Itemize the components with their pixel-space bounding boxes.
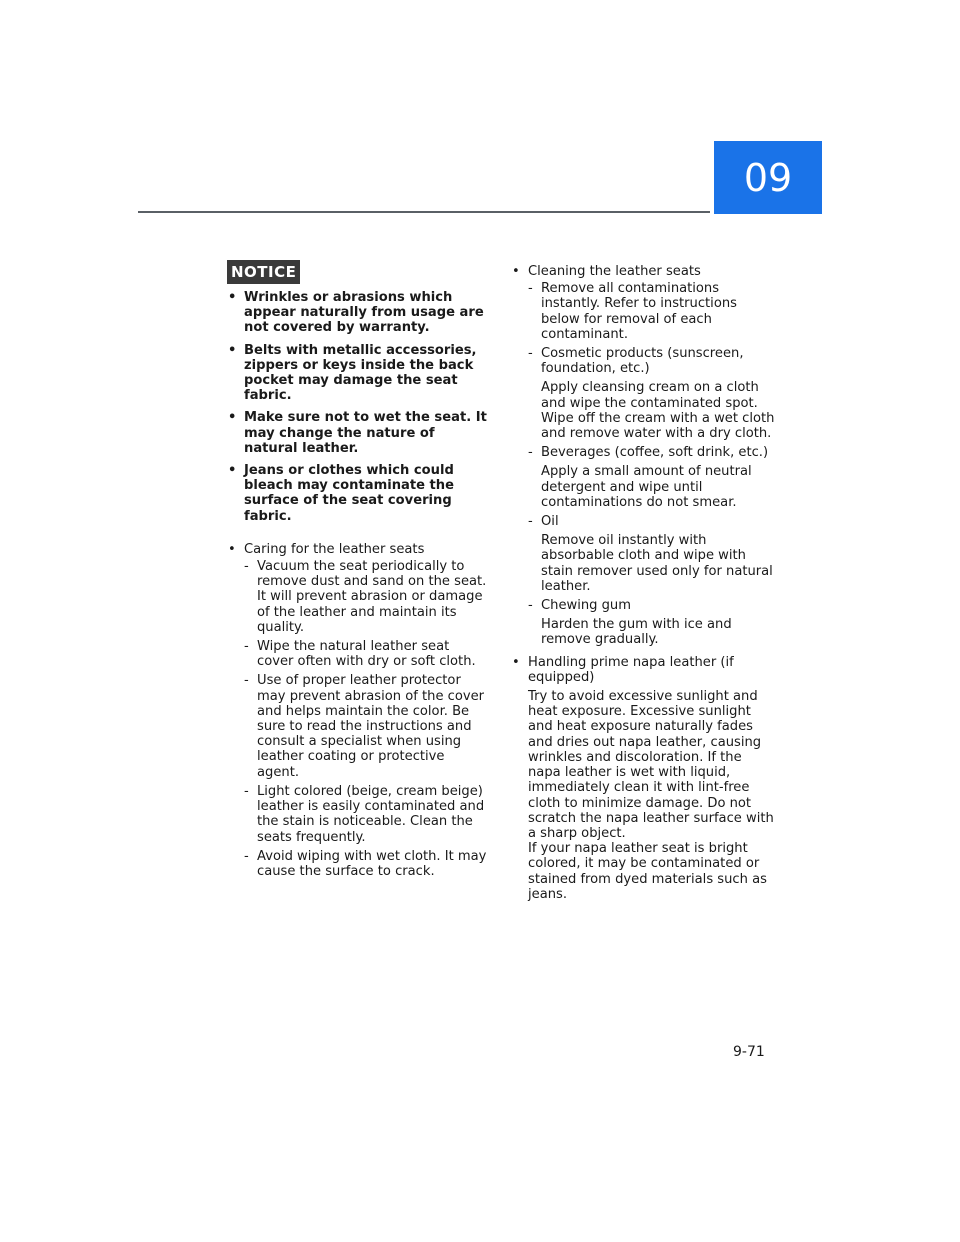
cleaning-bullet <box>511 264 776 648</box>
cleaning-item <box>528 598 776 648</box>
cleaning-item <box>528 514 776 594</box>
caring-bullet <box>227 542 489 879</box>
napa-bullet <box>511 655 776 902</box>
cleaning-item <box>528 346 776 441</box>
caring-item: - Use of proper leather protector may prevent abrasion of the cover and helps maintain the color. Be sure to read the instructions and consult a specialist when using leather coating or protective agent. <box>244 673 489 779</box>
notice-item: • Belts with metallic accessories, zippers or keys inside the back pocket may damage the seat fabric. <box>227 343 489 404</box>
caring-item: - Avoid wiping with wet cloth. It may cause the surface to crack. <box>244 849 489 879</box>
cleaning-item-heading: Cosmetic products (sunscreen, foundation, etc.) <box>541 346 744 377</box>
cleaning-item <box>528 445 776 510</box>
cleaning-sublist <box>528 281 776 647</box>
page-number: 9-71 <box>733 1044 765 1060</box>
left-column <box>227 260 489 886</box>
napa-paragraph: Try to avoid excessive sunlight and heat exposure. Excessive sunlight and heat exposure naturally fades and dries out napa leather, causing wrinkles and discoloration. If the napa leather is wet with liquid, immediately clean it with lint-free cloth to minimize damage. Do not scratch the napa leather surface with a sharp object. <box>528 689 774 841</box>
notice-item: • Wrinkles or abrasions which appear naturally from usage are not covered by warranty. <box>227 290 489 336</box>
caring-title: Caring for the leather seats <box>244 541 425 557</box>
notice-list <box>227 290 489 524</box>
cleaning-item-detail: Harden the gum with ice and remove gradually. <box>541 617 732 648</box>
notice-item: • Jeans or clothes which could bleach may contaminate the surface of the seat covering fabric. <box>227 463 489 524</box>
cleaning-item-heading: Remove all contaminations instantly. Refer to instructions below for removal of each contaminant. <box>541 281 737 342</box>
caring-item: - Wipe the natural leather seat cover often with dry or soft cloth. <box>244 639 489 669</box>
caring-item: - Light colored (beige, cream beige) leather is easily contaminated and the stain is noticeable. Clean the seats frequently. <box>244 784 489 845</box>
cleaning-item-heading: Chewing gum <box>541 598 631 614</box>
caring-item: - Vacuum the seat periodically to remove dust and sand on the seat. It will prevent abrasion or damage of the leather and maintain its quality. <box>244 559 489 635</box>
right-column <box>511 264 776 909</box>
napa-title: Handling prime napa leather (if equipped) <box>528 654 734 685</box>
cleaning-item <box>528 281 776 342</box>
header-divider <box>138 211 710 213</box>
caring-sublist <box>244 559 489 879</box>
cleaning-item-detail: Apply cleansing cream on a cloth and wipe the contaminated spot. Wipe off the cream with a wet cloth and remove water with a dry cloth. <box>541 380 775 442</box>
cleaning-title: Cleaning the leather seats <box>528 264 701 279</box>
cleaning-item-heading: Oil <box>541 514 559 530</box>
cleaning-item-heading: Beverages (coffee, soft drink, etc.) <box>541 445 769 461</box>
caring-section <box>227 542 489 879</box>
cleaning-section <box>511 264 776 902</box>
notice-item: • Make sure not to wet the seat. It may change the nature of natural leather. <box>227 410 489 456</box>
notice-label: NOTICE <box>227 260 300 284</box>
napa-paragraph: If your napa leather seat is bright colored, it may be contaminated or stained from dyed materials such as jeans. <box>528 841 767 902</box>
chapter-tab: 09 <box>714 141 822 214</box>
cleaning-item-detail: Apply a small amount of neutral detergent and wipe until contaminations do not smear. <box>541 464 752 510</box>
cleaning-item-detail: Remove oil instantly with absorbable cloth and wipe with stain remover used only for natural leather. <box>541 533 773 594</box>
